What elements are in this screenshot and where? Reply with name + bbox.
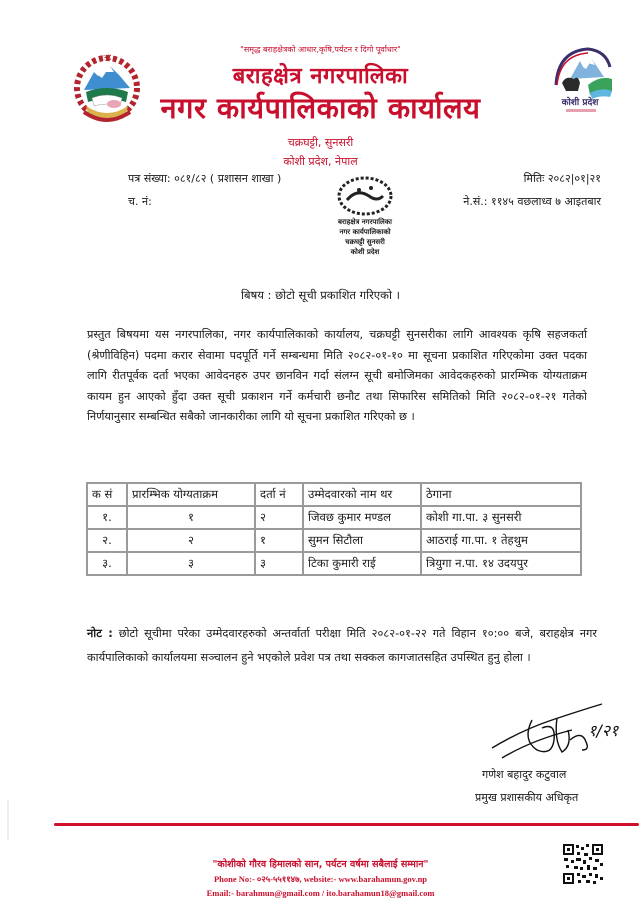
cell-reg-no: २	[255, 506, 303, 529]
cell-serial: २.	[87, 529, 127, 552]
cell-candidate-name: जिवछ कुमार मण्डल	[303, 506, 421, 529]
cell-address: कोशी गा.पा. ३ सुनसरी	[421, 506, 581, 529]
table-row	[87, 506, 581, 529]
address-line-2: कोशी प्रदेश, नेपाल	[283, 155, 358, 168]
signatory-title: प्रमुख प्रशासकीय अधिकृत	[475, 791, 579, 804]
footer-phone-website: Phone No:- ०२५-५५११४७, website:- www.barahamun.gov.np	[213, 874, 428, 884]
nepal-sambat-date: ने.सं.: ११४५ वछलाध्व ७ आइतबार	[463, 195, 601, 208]
header-serial: क सं	[87, 483, 127, 506]
table-row	[87, 552, 581, 575]
cell-address: त्रियुगा न.पा. १४ उदयपुर	[421, 552, 581, 575]
header-address: ठेगाना	[421, 483, 581, 506]
footer-divider	[54, 823, 639, 826]
address-line-1: चक्रघट्टी, सुनसरी	[287, 136, 354, 149]
svg-text:१/२१: १/२१	[588, 721, 619, 740]
cell-reg-no: ३	[255, 552, 303, 575]
footer-motto: "कोशीको गौरव हिमालको सान, पर्यटन वर्षमा सबैलाई सम्मान"	[212, 859, 429, 870]
cell-reg-no: १	[255, 529, 303, 552]
signatory-name: गणेश बहादुर कटुवाल	[482, 768, 567, 781]
office-seal-stamp-icon	[325, 174, 405, 264]
shortlist-table	[86, 482, 582, 576]
page-edge-mark	[7, 800, 9, 840]
svg-text:कोशी प्रदेश: कोशी प्रदेश	[561, 98, 599, 108]
footer-email: Email:- barahmun@gmail.com / ito.barahamun18@gmail.com	[206, 888, 435, 898]
cell-serial: १.	[87, 506, 127, 529]
letter-date: मितिः २०८२|०१|२१	[523, 172, 601, 185]
dispatch-number: च. नं:	[128, 195, 152, 208]
cell-address: आठराई गा.पा. १ तेहथुम	[421, 529, 581, 552]
office-name: नगर कार्यपालिकाको कार्यालय	[160, 91, 481, 125]
header-rank: प्रारम्भिक योग्यताक्रम	[127, 483, 255, 506]
table-header-row	[87, 483, 581, 506]
org-name: बराहक्षेत्र नगरपालिका	[232, 64, 409, 89]
subject-line: बिषय : छोटो सूची प्रकाशित गरिएको ।	[241, 288, 400, 302]
cell-rank: २	[127, 529, 255, 552]
svg-text:चक्रघट्टी सुनसरी: चक्रघट्टी सुनसरी	[345, 238, 385, 246]
header-candidate-name: उम्मेदवारको नाम थर	[303, 483, 421, 506]
table-row	[87, 529, 581, 552]
letter-number: पत्र संख्या: ०८१/८२ ( प्रशासन शाखा )	[128, 172, 282, 185]
cell-candidate-name: सुमन सिटौला	[303, 529, 421, 552]
note-text: छोटो सूचीमा परेका उम्मेदवारहरुको अन्तर्वार्ता परीक्षा मिति २०८२-०१-२२ गते विहान १०:०० बजे, बराहक्षेत्र नगर कार्यपालिकाको कार्यालयमा सञ्चालन हुने भएकोले प्रवेश पत्र तथा सक्कल कागजातसहित उपस्थित हुनु होला ।	[87, 627, 598, 664]
cell-serial: ३.	[87, 552, 127, 575]
signature-icon	[482, 700, 632, 770]
cell-rank: ३	[127, 552, 255, 575]
svg-text:नगर कार्यपालिकाको: नगर कार्यपालिकाको	[339, 228, 391, 236]
cell-rank: १	[127, 506, 255, 529]
notice-body: प्रस्तुत बिषयमा यस नगरपालिका, नगर कार्यपालिकाको कार्यालय, चक्रघट्टी सुनसरीका लागि आवश्यक कृषि सहजकर्ता (श्रेणीविहिन) पदमा करार सेवामा पदपूर्ति गर्ने सम्बन्धमा मिति २०८२-०१-१० मा सूचना प्रकाशित गरिएकोमा उक्त पदका लागि रीतपूर्वक दर्ता भएका आवेदनहरु उपर छानविन गर्दा संलग्न सूची बमोजिमका आवेदकहरुको प्रारम्भिक योग्यताक्रम कायम हुन आएको हुँदा उक्त सूची प्रकाशन गर्ने कर्मचारी छनौट तथा सिफारिस समितिको मिति २०८२-०१-२१ गतेको निर्णयानुसार सम्बन्धित सबैको जानकारीका लागि यो सूचना प्रकाशित गरिएको छ ।	[87, 328, 587, 423]
svg-text:कोशी प्रदेश: कोशी प्रदेश	[350, 248, 380, 256]
header-reg-no: दर्ता नं	[255, 483, 303, 506]
svg-text:🕉: 🕉	[102, 53, 112, 63]
header-motto: "समृद्ध बराहक्षेत्रको आधार,कृषि,पर्यटन र दिगो पूर्वाधार"	[240, 45, 401, 54]
note-paragraph	[87, 622, 597, 669]
cell-candidate-name: टिका कुमारी राई	[303, 552, 421, 575]
note-label: नोट :	[87, 627, 113, 640]
qr-code-icon	[562, 843, 604, 885]
svg-text:बराहक्षेत्र नगरपालिका: बराहक्षेत्र नगरपालिका	[338, 218, 392, 226]
